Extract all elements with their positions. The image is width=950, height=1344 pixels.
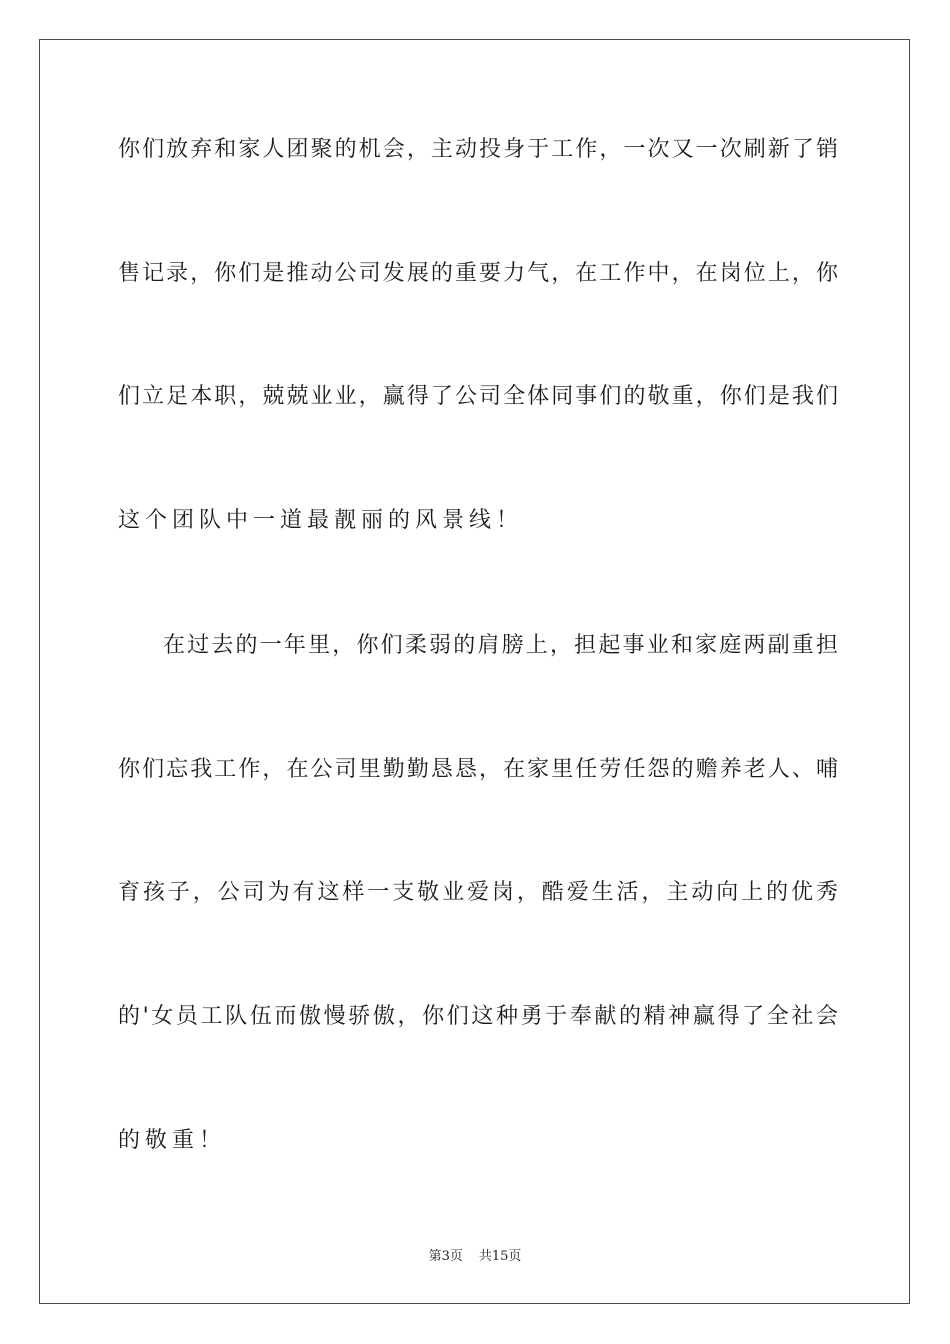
page-total: 共15页: [478, 1249, 522, 1264]
text-line: 在过去的一年里，你们柔弱的肩膀上，担起事业和家庭两副重担: [163, 633, 838, 658]
page-border: [39, 39, 910, 1304]
text-line: 你们放弃和家人团聚的机会，主动投身于工作，一次又一次刷新了销: [118, 137, 838, 162]
text-line: 育孩子，公司为有这样一支敬业爱岗，酷爱生活，主动向上的优秀: [118, 880, 838, 905]
text-line: 你们忘我工作，在公司里勤勤恳恳，在家里任劳任怨的赡养老人、哺: [118, 757, 838, 782]
text-line: 这个团队中一道最靓丽的风景线！: [118, 508, 524, 533]
text-line: 的'女员工队伍而傲慢骄傲，你们这种勇于奉献的精神赢得了全社会: [118, 1004, 838, 1029]
text-line: 售记录，你们是推动公司发展的重要力气，在工作中，在岗位上，你: [118, 261, 838, 286]
text-line: 的敬重！: [118, 1128, 227, 1153]
page-footer: [0, 1248, 950, 1266]
text-line: 们立足本职，兢兢业业，赢得了公司全体同事们的敬重，你们是我们: [118, 384, 838, 409]
page-number: 第3页: [428, 1249, 463, 1264]
